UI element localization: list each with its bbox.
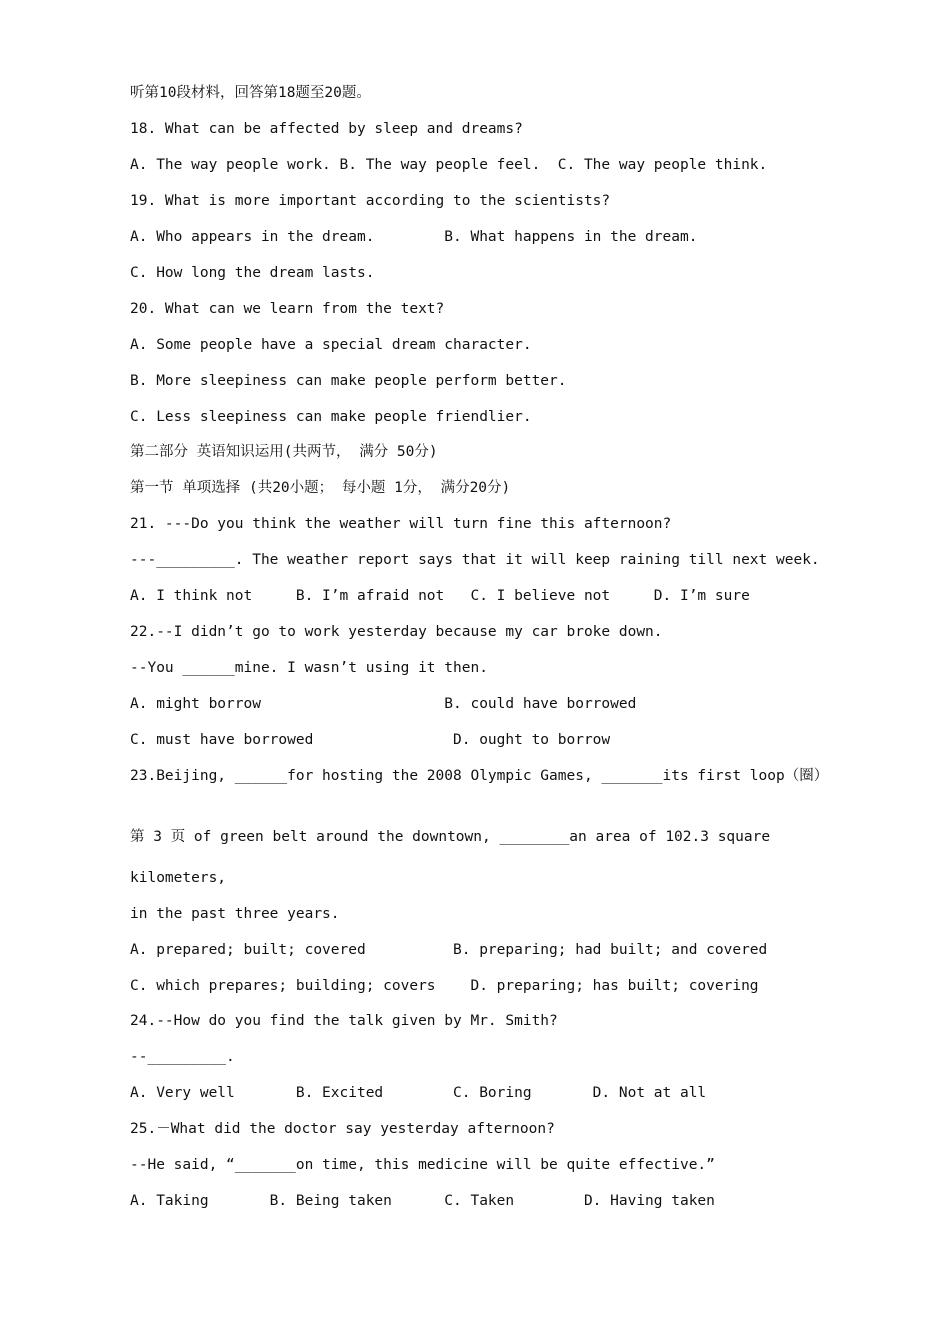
question-23-options-cd: C. which prepares; building; covers D. preparing; has built; covering [130,978,759,994]
question-22: 22.--I didn’t go to work yesterday because my car broke down. [130,624,663,640]
question-23: 23.Beijing, ______for hosting the 2008 Olympic Games, _______its first loop（圈） [130,768,829,784]
question-20: 20. What can we learn from the text? [130,301,445,317]
question-19-option-c: C. How long the dream lasts. [130,265,375,281]
question-25-reply: --He said, “_______on time, this medicine will be quite effective.” [130,1157,715,1173]
section-one-heading: 第一节 单项选择 (共20小题； 每小题 1分， 满分20分) [130,480,511,496]
question-20-option-b: B. More sleepiness can make people perform better. [130,373,567,389]
question-25: 25.－What did the doctor say yesterday afternoon? [130,1121,555,1137]
question-23-continued-2: kilometers, [130,870,227,886]
question-19: 19. What is more important according to the scientists? [130,193,611,209]
question-18: 18. What can be affected by sleep and dreams? [130,121,523,137]
question-22-options-ab: A. might borrow B. could have borrowed [130,696,637,712]
question-25-options: A. Taking B. Being taken C. Taken D. Having taken [130,1193,715,1209]
section-instruction: 听第10段材料，回答第18题至20题。 [130,85,371,101]
question-24-reply: --_________. [130,1049,235,1065]
question-23-continued: 第 3 页 of green belt around the downtown, ________an area of 102.3 square [130,829,771,845]
question-24-options: A. Very well B. Excited C. Boring D. Not at all [130,1085,707,1101]
question-20-option-a: A. Some people have a special dream character. [130,337,532,353]
question-22-reply: --You ______mine. I wasn’t using it then. [130,660,488,676]
question-23-options-ab: A. prepared; built; covered B. preparing; had built; and covered [130,942,768,958]
question-21-reply: ---_________. The weather report says that it will keep raining till next week. [130,552,820,568]
question-22-options-cd: C. must have borrowed D. ought to borrow [130,732,611,748]
question-20-option-c: C. Less sleepiness can make people friendlier. [130,409,532,425]
question-24: 24.--How do you find the talk given by Mr. Smith? [130,1013,558,1029]
question-19-options-ab: A. Who appears in the dream. B. What happens in the dream. [130,229,698,245]
question-23-continued-3: in the past three years. [130,906,340,922]
question-18-options: A. The way people work. B. The way people feel. C. The way people think. [130,157,768,173]
part-two-heading: 第二部分 英语知识运用(共两节， 满分 50分) [130,444,438,460]
question-21-options: A. I think not B. I’m afraid not C. I believe not D. I’m sure [130,588,750,604]
question-21: 21. ---Do you think the weather will turn fine this afternoon? [130,516,672,532]
